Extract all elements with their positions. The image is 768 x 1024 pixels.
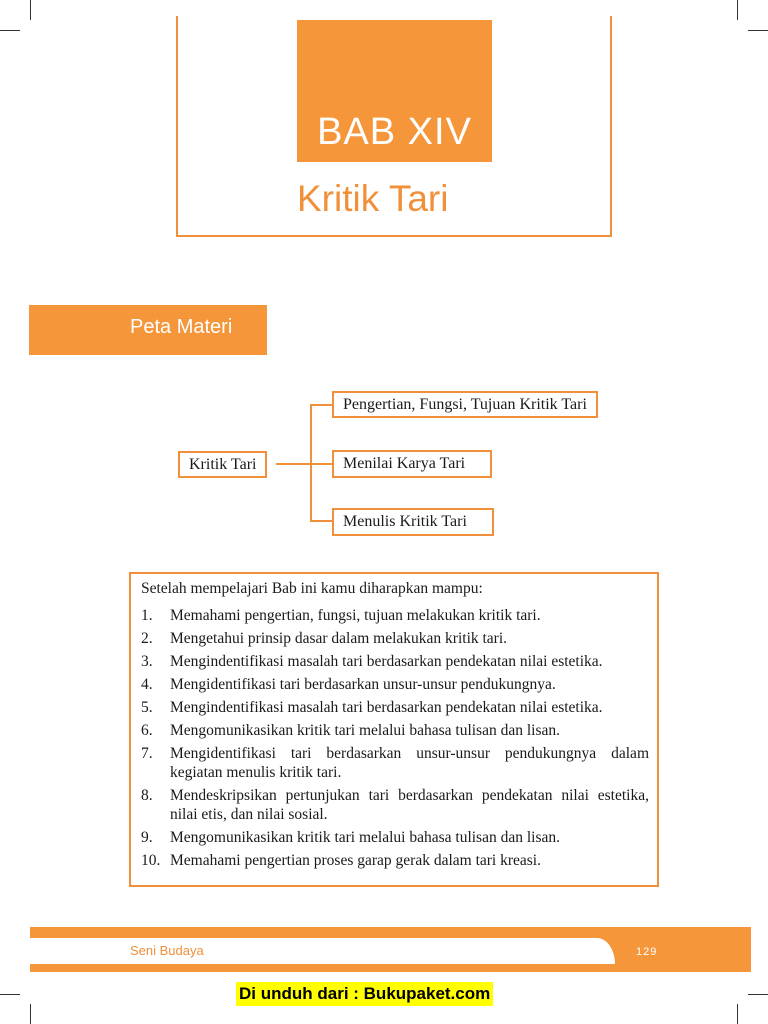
objective-item bbox=[141, 675, 649, 694]
connector-line bbox=[276, 463, 312, 465]
objective-text: Mengindentifikasi masalah tari berdasarkan pendekatan nilai estetika. bbox=[170, 653, 603, 670]
objectives-list bbox=[141, 606, 649, 870]
footer-book-title: Seni Budaya bbox=[130, 943, 204, 958]
learning-objectives-box bbox=[129, 572, 659, 887]
footer-inner-panel bbox=[30, 938, 615, 964]
objective-number: 1. bbox=[141, 607, 153, 624]
crop-mark bbox=[748, 994, 768, 995]
connector-line bbox=[310, 463, 333, 465]
objective-item bbox=[141, 698, 649, 717]
objective-item bbox=[141, 606, 649, 625]
crop-mark bbox=[0, 30, 20, 31]
objective-item bbox=[141, 652, 649, 671]
crop-mark bbox=[0, 994, 20, 995]
chapter-title: Kritik Tari bbox=[297, 178, 449, 219]
objective-text: Mengomunikasikan kritik tari melalui bahasa tulisan dan lisan. bbox=[170, 722, 560, 739]
objective-number: 2. bbox=[141, 630, 153, 647]
crop-mark bbox=[30, 1004, 31, 1024]
objective-text: Memahami pengertian, fungsi, tujuan melakukan kritik tari. bbox=[170, 607, 541, 624]
download-source-note: Di unduh dari : Bukupaket.com bbox=[236, 982, 493, 1006]
objective-text: Mengetahui prinsip dasar dalam melakukan kritik tari. bbox=[170, 630, 508, 647]
connector-line bbox=[310, 404, 333, 406]
concept-map-branch: Pengertian, Fungsi, Tujuan Kritik Tari bbox=[332, 391, 598, 418]
objective-item bbox=[141, 828, 649, 847]
chapter-number-block bbox=[297, 20, 492, 162]
concept-map-branch: Menilai Karya Tari bbox=[332, 450, 492, 478]
objective-number: 8. bbox=[141, 787, 153, 804]
objective-item bbox=[141, 744, 649, 782]
objective-text: Memahami pengertian proses garap gerak dalam tari kreasi. bbox=[170, 852, 541, 869]
concept-map-branch: Menulis Kritik Tari bbox=[332, 508, 494, 536]
crop-mark bbox=[748, 30, 768, 31]
objective-text: Mengidentifikasi tari berdasarkan unsur-unsur pendukungnya dalam kegiatan menulis kritik tari. bbox=[170, 745, 649, 781]
section-banner bbox=[29, 305, 267, 355]
crop-mark bbox=[737, 0, 738, 20]
connector-line bbox=[310, 520, 333, 522]
objective-item bbox=[141, 851, 649, 870]
section-title: Peta Materi bbox=[130, 316, 233, 338]
objective-text: Mengidentifikasi tari berdasarkan unsur-unsur pendukungnya. bbox=[170, 676, 556, 693]
objective-text: Mengindentifikasi masalah tari berdasarkan pendekatan nilai estetika. bbox=[170, 699, 603, 716]
objective-number: 7. bbox=[141, 745, 153, 762]
objectives-intro: Setelah mempelajari Bab ini kamu diharapkan mampu: bbox=[141, 580, 483, 597]
page-number: 129 bbox=[636, 946, 658, 958]
objective-number: 5. bbox=[141, 699, 153, 716]
objective-item bbox=[141, 629, 649, 648]
chapter-number: BAB XIV bbox=[317, 111, 472, 153]
objective-item bbox=[141, 721, 649, 740]
crop-mark bbox=[737, 1004, 738, 1024]
objective-number: 9. bbox=[141, 829, 153, 846]
concept-map-root: Kritik Tari bbox=[178, 451, 267, 478]
objective-item bbox=[141, 786, 649, 824]
objective-number: 4. bbox=[141, 676, 153, 693]
objective-number: 10. bbox=[141, 852, 161, 869]
objective-text: Mendeskripsikan pertunjukan tari berdasarkan pendekatan nilai estetika, nilai etis, dan nilai sosial. bbox=[170, 787, 649, 823]
objective-number: 3. bbox=[141, 653, 153, 670]
crop-mark bbox=[30, 0, 31, 20]
objective-number: 6. bbox=[141, 722, 153, 739]
objective-text: Mengomunikasikan kritik tari melalui bahasa tulisan dan lisan. bbox=[170, 829, 560, 846]
